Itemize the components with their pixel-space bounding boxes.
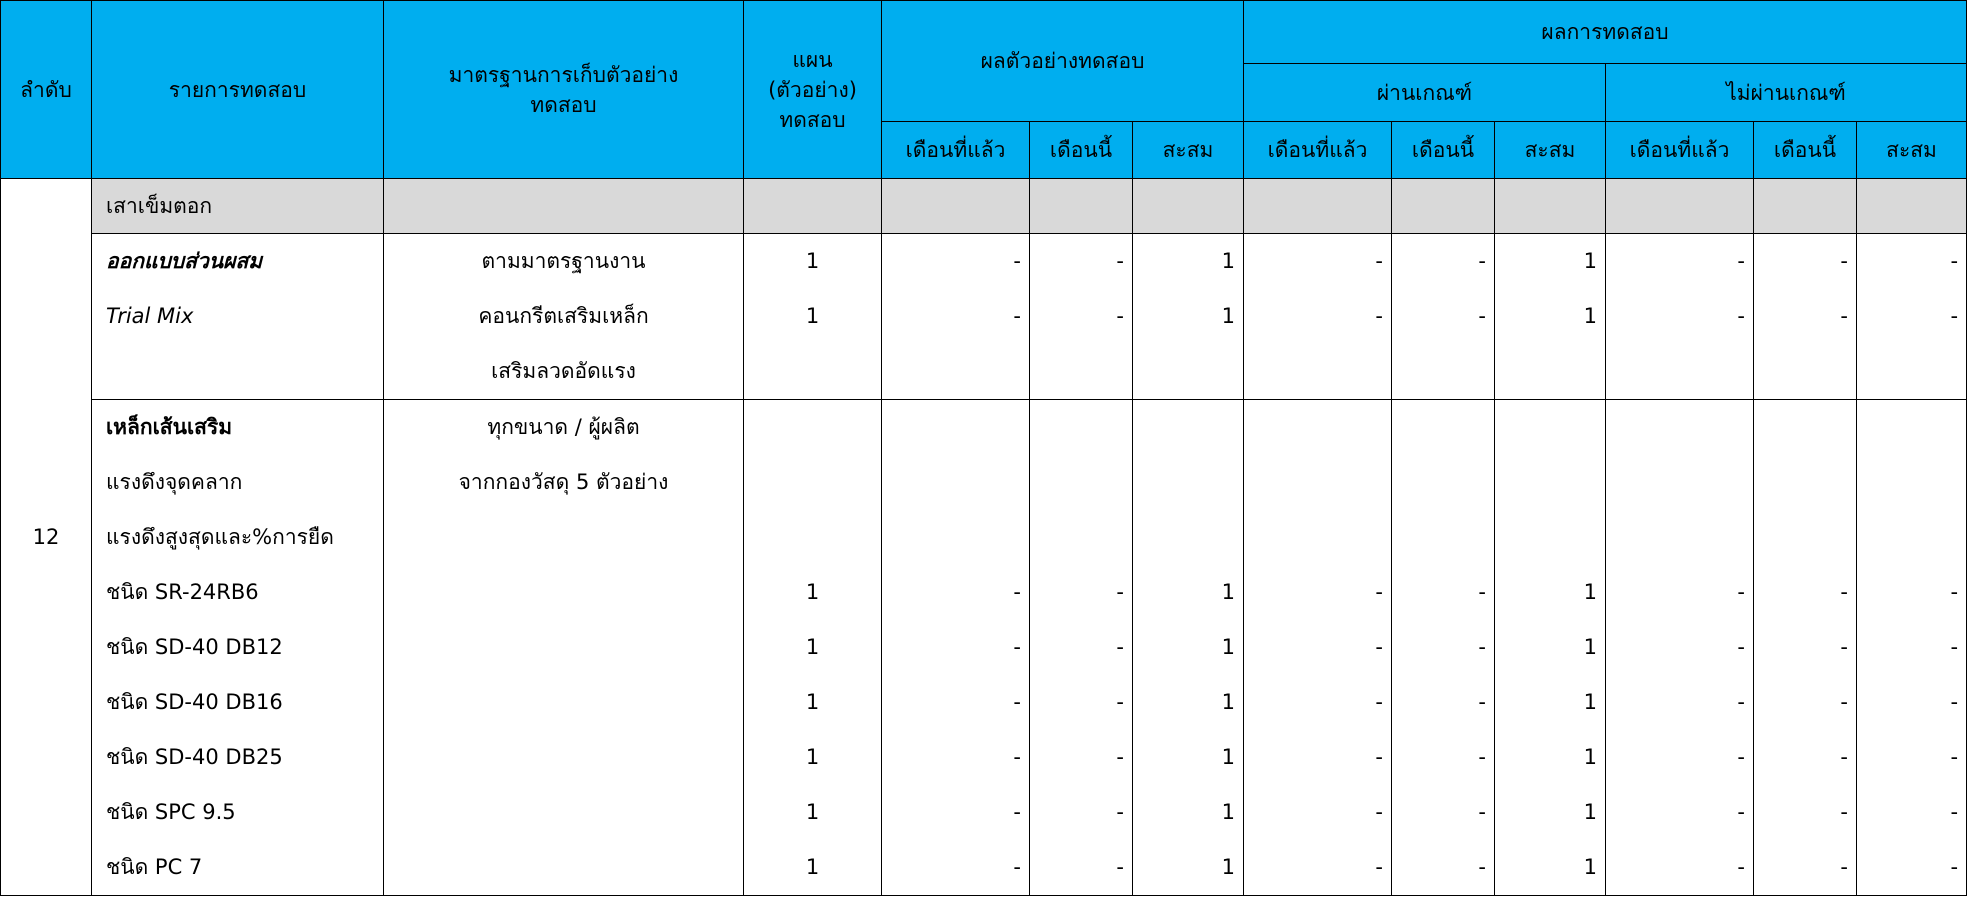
plan-value: 1 — [805, 304, 820, 328]
group2-fail-prev — [1606, 400, 1754, 896]
value-cell: - — [1950, 800, 1959, 824]
value-cell: - — [1116, 304, 1124, 328]
value-cell — [1857, 344, 1966, 399]
value-cell: - — [1950, 304, 1959, 328]
value-cell: - — [1375, 635, 1383, 659]
header-pass-cum: สะสม — [1495, 122, 1606, 179]
value-cell: - — [1013, 690, 1021, 714]
plan-value: 1 — [805, 690, 820, 714]
header-samples-cum: สะสม — [1133, 122, 1244, 179]
plan-value — [744, 344, 881, 399]
value-cell: 1 — [1221, 304, 1235, 328]
value-cell: 1 — [1583, 800, 1597, 824]
header-pass-prev: เดือนที่แล้ว — [1244, 122, 1392, 179]
value-cell — [882, 400, 1029, 455]
plan-value: 1 — [805, 855, 820, 879]
group2-item: แรงดึงจุดคลาก — [106, 470, 243, 494]
group2-item: ชนิด SD-40 DB25 — [106, 745, 283, 769]
header-samples-this: เดือนนี้ — [1030, 122, 1133, 179]
group1-fail-cum — [1857, 234, 1967, 400]
group2-standard-line — [384, 675, 743, 730]
group2-standard-line — [384, 510, 743, 565]
value-cell: - — [1013, 800, 1021, 824]
header-plan-line3: ทดสอบ — [779, 107, 846, 132]
section-title: เสาเข็มตอก — [92, 179, 384, 234]
group2-fail-this — [1754, 400, 1857, 896]
value-cell: - — [1116, 800, 1124, 824]
header-results: ผลการทดสอบ — [1244, 1, 1967, 64]
section-shade — [1030, 179, 1133, 234]
value-cell: 1 — [1221, 855, 1235, 879]
group1-plan — [744, 234, 882, 400]
value-cell: - — [1950, 745, 1959, 769]
value-cell — [1606, 344, 1753, 399]
group1-item: Trial Mix — [106, 304, 194, 328]
value-cell — [1754, 455, 1856, 510]
group1-fail-prev — [1606, 234, 1754, 400]
value-cell — [882, 510, 1029, 565]
seq-number: 12 — [32, 525, 60, 549]
value-cell: - — [1116, 249, 1124, 273]
plan-value — [744, 510, 881, 565]
group2-item: เหล็กเส้นเสริม — [106, 415, 233, 439]
value-cell: - — [1116, 690, 1124, 714]
section-shade — [1392, 179, 1495, 234]
value-cell: - — [1375, 304, 1383, 328]
group2-item: ชนิด PC 7 — [106, 855, 203, 879]
value-cell — [1857, 455, 1966, 510]
value-cell — [1754, 400, 1856, 455]
header-seq: ลำดับ — [1, 1, 92, 179]
group2-fail-cum — [1857, 400, 1967, 896]
section-shade — [1244, 179, 1392, 234]
value-cell — [1606, 455, 1753, 510]
value-cell — [1495, 344, 1605, 399]
section-shade — [384, 179, 744, 234]
value-cell: 1 — [1221, 635, 1235, 659]
value-cell: - — [1950, 249, 1959, 273]
group1-standard-line: เสริมลวดอัดแรง — [491, 359, 636, 383]
header-standard-line1: มาตรฐานการเก็บตัวอย่าง — [448, 62, 679, 87]
header-standard-line2: ทดสอบ — [530, 92, 597, 117]
group1-pass-prev — [1244, 234, 1392, 400]
value-cell: - — [1840, 580, 1848, 604]
value-cell: - — [1478, 800, 1486, 824]
value-cell — [1754, 510, 1856, 565]
value-cell: - — [1375, 745, 1383, 769]
value-cell — [1392, 510, 1494, 565]
value-cell: - — [1478, 580, 1486, 604]
value-cell: - — [1737, 580, 1745, 604]
header-item — [92, 1, 384, 179]
value-cell — [1133, 344, 1243, 399]
value-cell — [1030, 455, 1132, 510]
group2-item: ชนิด SR-24RB6 — [106, 580, 259, 604]
value-cell: - — [1013, 580, 1021, 604]
value-cell: - — [1375, 690, 1383, 714]
value-cell — [1606, 400, 1753, 455]
value-cell: - — [1950, 580, 1959, 604]
group2-pass-this — [1392, 400, 1495, 896]
value-cell: 1 — [1221, 690, 1235, 714]
group1-samples-this — [1030, 234, 1133, 400]
value-cell — [1133, 510, 1243, 565]
value-cell — [882, 344, 1029, 399]
value-cell: - — [1478, 304, 1486, 328]
value-cell: 1 — [1221, 249, 1235, 273]
group2-samples-this — [1030, 400, 1133, 896]
value-cell: - — [1116, 635, 1124, 659]
group2-samples-prev — [882, 400, 1030, 896]
value-cell: - — [1737, 690, 1745, 714]
value-cell: - — [1840, 745, 1848, 769]
value-cell: - — [1840, 635, 1848, 659]
value-cell: - — [1950, 690, 1959, 714]
value-cell: - — [1013, 745, 1021, 769]
header-plan-line2: (ตัวอย่าง) — [768, 77, 857, 102]
value-cell — [1030, 400, 1132, 455]
value-cell: 1 — [1583, 249, 1597, 273]
value-cell — [1392, 400, 1494, 455]
value-cell — [1392, 344, 1494, 399]
plan-value: 1 — [805, 249, 820, 273]
section-shade — [1857, 179, 1967, 234]
value-cell: - — [1737, 800, 1745, 824]
plan-value: 1 — [805, 800, 820, 824]
group1-pass-cum — [1495, 234, 1606, 400]
section-shade — [1606, 179, 1754, 234]
plan-value — [744, 455, 881, 510]
header-pass-this: เดือนนี้ — [1392, 122, 1495, 179]
section-shade — [1754, 179, 1857, 234]
header-plan — [744, 1, 882, 179]
value-cell — [1495, 455, 1605, 510]
group1-standard-line: ตามมาตรฐานงาน — [481, 249, 646, 273]
value-cell — [1030, 344, 1132, 399]
value-cell: - — [1950, 855, 1959, 879]
header-standard — [384, 1, 744, 179]
group2-item: ชนิด SPC 9.5 — [106, 800, 236, 824]
plan-value: 1 — [805, 580, 820, 604]
plan-value: 1 — [805, 635, 820, 659]
value-cell: - — [1737, 249, 1745, 273]
group2-item: แรงดึงสูงสุดและ%การยืด — [106, 525, 334, 549]
group2-samples-cum — [1133, 400, 1244, 896]
value-cell: 1 — [1221, 745, 1235, 769]
section-shade — [882, 179, 1030, 234]
group2-item: ชนิด SD-40 DB12 — [106, 635, 283, 659]
value-cell: 1 — [1221, 800, 1235, 824]
group1-pass-this — [1392, 234, 1495, 400]
value-cell: - — [1840, 690, 1848, 714]
value-cell: - — [1478, 635, 1486, 659]
value-cell — [1244, 455, 1391, 510]
value-cell: - — [1375, 855, 1383, 879]
header-pass: ผ่านเกณฑ์ — [1244, 64, 1606, 122]
value-cell — [1495, 400, 1605, 455]
header-samples: ผลตัวอย่างทดสอบ — [882, 1, 1244, 122]
group1-items — [92, 234, 384, 400]
seq-cell — [1, 179, 92, 896]
header-samples-prev: เดือนที่แล้ว — [882, 122, 1030, 179]
value-cell: - — [1116, 580, 1124, 604]
value-cell: - — [1737, 745, 1745, 769]
value-cell: - — [1840, 304, 1848, 328]
group2-standard-line — [384, 785, 743, 840]
value-cell: 1 — [1583, 580, 1597, 604]
section-shade — [744, 179, 882, 234]
value-cell: 1 — [1583, 745, 1597, 769]
value-cell: - — [1840, 249, 1848, 273]
group1-samples-prev — [882, 234, 1030, 400]
group2-standard-line — [384, 840, 743, 895]
value-cell: - — [1013, 304, 1021, 328]
group2-item: ชนิด SD-40 DB16 — [106, 690, 283, 714]
value-cell: - — [1375, 580, 1383, 604]
group1-fail-this — [1754, 234, 1857, 400]
value-cell: 1 — [1221, 580, 1235, 604]
value-cell — [1857, 510, 1966, 565]
header-fail-this: เดือนนี้ — [1754, 122, 1857, 179]
value-cell: - — [1737, 304, 1745, 328]
value-cell — [1244, 510, 1391, 565]
value-cell — [1495, 510, 1605, 565]
value-cell: 1 — [1583, 304, 1597, 328]
group2-standard-line — [384, 565, 743, 620]
value-cell: 1 — [1583, 690, 1597, 714]
value-cell: - — [1375, 800, 1383, 824]
group1-item — [92, 344, 383, 399]
value-cell — [882, 455, 1029, 510]
header-fail: ไม่ผ่านเกณฑ์ — [1606, 64, 1967, 122]
group2-pass-cum — [1495, 400, 1606, 896]
value-cell — [1133, 455, 1243, 510]
value-cell — [1133, 400, 1243, 455]
value-cell: - — [1737, 635, 1745, 659]
header-plan-line1: แผน — [792, 47, 833, 72]
value-cell: - — [1478, 249, 1486, 273]
header-fail-cum: สะสม — [1857, 122, 1967, 179]
group1-samples-cum — [1133, 234, 1244, 400]
group2-standard-line: จากกองวัสดุ 5 ตัวอย่าง — [458, 470, 669, 494]
value-cell: - — [1116, 745, 1124, 769]
value-cell: - — [1013, 249, 1021, 273]
value-cell: - — [1950, 635, 1959, 659]
plan-value — [744, 400, 881, 455]
value-cell: 1 — [1583, 635, 1597, 659]
section-shade — [1133, 179, 1244, 234]
value-cell — [1244, 400, 1391, 455]
value-cell: - — [1013, 635, 1021, 659]
section-shade — [1495, 179, 1606, 234]
group2-standard — [384, 400, 744, 896]
group2-standard-line — [384, 730, 743, 785]
value-cell — [1754, 344, 1856, 399]
value-cell: - — [1840, 800, 1848, 824]
group2-plan — [744, 400, 882, 896]
group1-item: ออกแบบส่วนผสม — [106, 249, 263, 273]
value-cell — [1606, 510, 1753, 565]
value-cell: - — [1375, 249, 1383, 273]
group1-standard — [384, 234, 744, 400]
value-cell: - — [1478, 745, 1486, 769]
value-cell: - — [1840, 855, 1848, 879]
value-cell: 1 — [1583, 855, 1597, 879]
value-cell: - — [1478, 690, 1486, 714]
group2-standard-line — [384, 620, 743, 675]
value-cell — [1030, 510, 1132, 565]
value-cell: - — [1013, 855, 1021, 879]
group2-pass-prev — [1244, 400, 1392, 896]
group1-standard-line: คอนกรีตเสริมเหล็ก — [478, 304, 649, 328]
value-cell — [1392, 455, 1494, 510]
value-cell — [1857, 400, 1966, 455]
value-cell: - — [1737, 855, 1745, 879]
value-cell: - — [1478, 855, 1486, 879]
value-cell — [1244, 344, 1391, 399]
header-item-label: รายการทดสอบ — [168, 77, 307, 102]
value-cell: - — [1116, 855, 1124, 879]
plan-value: 1 — [805, 745, 820, 769]
group2-items — [92, 400, 384, 896]
group2-standard-line: ทุกขนาด / ผู้ผลิต — [487, 415, 640, 439]
header-fail-prev: เดือนที่แล้ว — [1606, 122, 1754, 179]
